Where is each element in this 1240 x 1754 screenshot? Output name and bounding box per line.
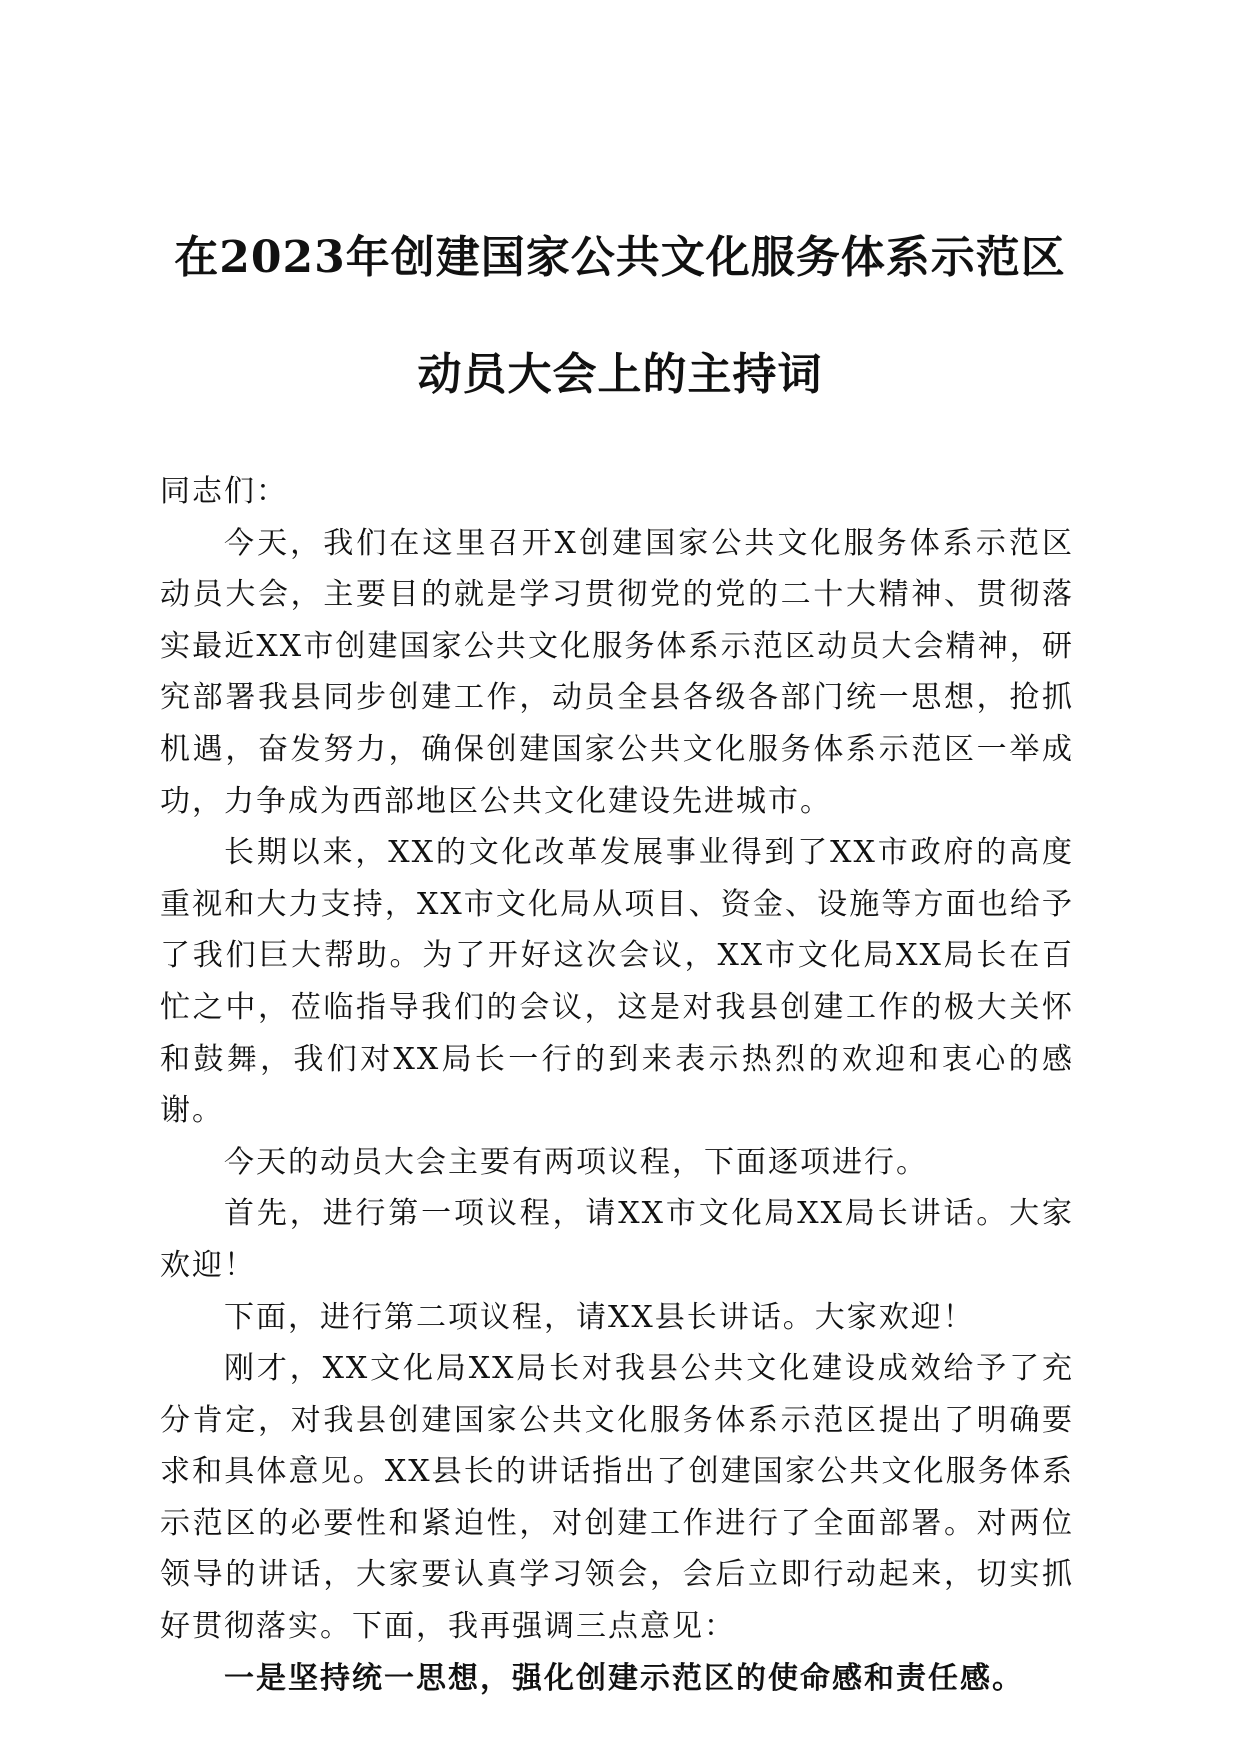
paragraph-2: 长期以来，XX的文化改革发展事业得到了XX市政府的高度重视和大力支持，XX市文化局从项目、资金、设施等方面也给予了我们巨大帮助。为了开好这次会议，XX市文化局XX局长在百忙之中，莅临指导我们的会议，这是对我县创建工作的极大关怀和鼓舞，我们对XX局长一行的到来表示热烈的欢迎和衷心的感谢。 — [160, 835, 1074, 1129]
paragraph-3: 今天的动员大会主要有两项议程，下面逐项进行。 — [224, 1144, 928, 1180]
paragraph-5: 下面，进行第二项议程，请XX县长讲话。大家欢迎！ — [224, 1299, 975, 1335]
paragraph-1: 今天，我们在这里召开X创建国家公共文化服务体系示范区动员大会，主要目的就是学习贯彻党的党的二十大精神、贯彻落实最近XX市创建国家公共文化服务体系示范区动员大会精神，研究部署我县同步创建工作，动员全县各级各部门统一思想，抢抓机遇，奋发努力，确保创建国家公共文化服务体系示范区一举成功，力争成为西部地区公共文化建设先进城市。 — [160, 525, 1074, 819]
paragraph-4: 首先，进行第一项议程，请XX市文化局XX局长讲话。大家欢迎！ — [160, 1196, 1074, 1283]
salutation: 同志们： — [160, 474, 288, 509]
document-title-line-1: 在2023年创建国家公共文化服务体系示范区 — [174, 232, 1066, 283]
paragraph-6: 刚才，XX文化局XX局长对我县公共文化建设成效给予了充分肯定，对我县创建国家公共文化服务体系示范区提出了明确要求和具体意见。XX县长的讲话指出了创建国家公共文化服务体系示范区的必要性和紧迫性，对创建工作进行了全面部署。对两位领导的讲话，大家要认真学习领会，会后立即行动起来，切实抓好贯彻落实。下面，我再强调三点意见： — [160, 1351, 1074, 1645]
document-title-line-2: 动员大会上的主持词 — [417, 349, 823, 400]
bold-heading-point-one: 一是坚持统一思想，强化创建示范区的使命感和责任感。 — [224, 1660, 1024, 1696]
document-body — [160, 466, 1074, 1704]
